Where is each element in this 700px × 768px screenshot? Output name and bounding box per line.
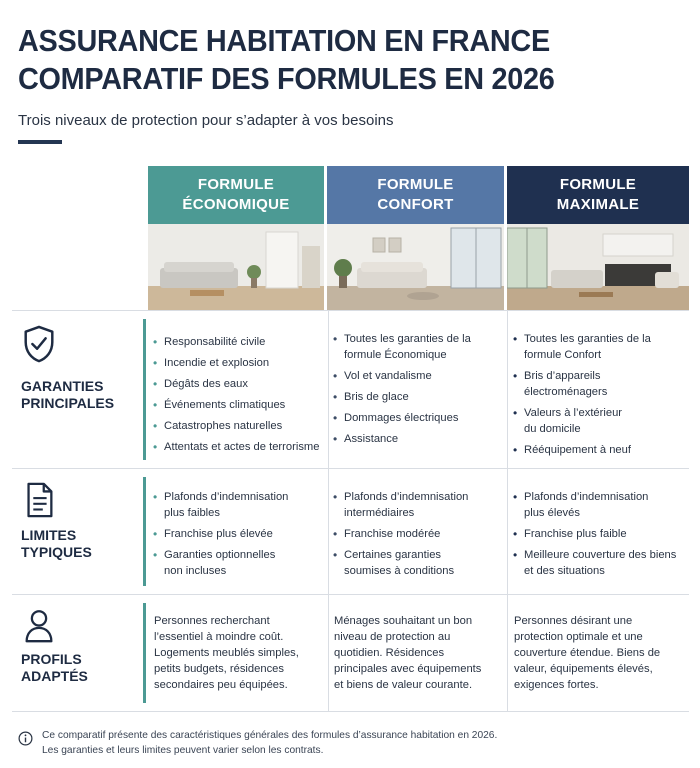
cell-limites-economique — [152, 469, 324, 594]
cell-profils-economique — [152, 595, 324, 711]
cell-garanties-economique — [152, 311, 324, 468]
row-profils-adaptes — [12, 594, 689, 712]
list-item: • Rééquipement à neuf — [512, 442, 689, 458]
living-room-photo-economique — [148, 224, 324, 310]
list-item: • Meilleure couverture des biens et des situations — [512, 547, 677, 579]
row-limites-typiques — [12, 468, 689, 594]
limites-list-confort — [332, 489, 504, 584]
list-item: • Franchise modérée — [332, 526, 504, 542]
list-item: • Bris de glace — [332, 389, 504, 405]
list-item: • Événements climatiques — [152, 397, 324, 413]
list-item: • Garanties optionnelles non incluses — [152, 547, 287, 579]
list-item: • Attentats et actes de terrorisme — [152, 439, 324, 455]
accent-bar — [18, 140, 62, 144]
list-item: • Catastrophes naturelles — [152, 418, 324, 434]
list-item: • Toutes les garanties de la formule Économique — [332, 331, 482, 363]
row-label-limites: LIMITES TYPIQUES — [12, 469, 143, 594]
profil-text-economique: Personnes recherchant l’essentiel à moindre coût. Logements meublés simples, petits budgets, résidences secondaires peu équipées. — [154, 615, 299, 691]
comparison-table — [12, 166, 689, 712]
document-icon — [22, 481, 56, 519]
profil-text-confort: Ménages souhaitant un bon niveau de protection au quotidien. Résidences principales avec équipements et biens de valeur courante. — [334, 615, 482, 691]
list-item: • Plafonds d’indemnisation intermédiaires — [332, 489, 480, 521]
list-item: • Plafonds d’indemnisation plus faibles — [152, 489, 300, 521]
limites-list-maximale — [512, 489, 689, 584]
page-subtitle: Trois niveaux de protection pour s’adapter à vos besoins — [18, 112, 394, 129]
shield-check-icon — [22, 325, 56, 363]
user-icon — [22, 607, 56, 645]
list-item: • Franchise plus faible — [512, 526, 689, 542]
list-item: • Incendie et explosion — [152, 355, 324, 371]
row-label-profils: PROFILS ADAPTÉS — [12, 595, 143, 711]
cell-garanties-maximale — [512, 311, 689, 468]
cell-limites-confort — [332, 469, 504, 594]
list-item: • Franchise plus élevée — [152, 526, 324, 542]
footnote-line-1: Ce comparatif présente des caractéristiques générales des formules d’assurance habitation en 2026. — [42, 730, 498, 741]
garanties-list-confort — [332, 331, 504, 452]
garanties-list-maximale — [512, 331, 689, 463]
row-garanties-principales — [12, 310, 689, 468]
row-label-garanties: GARANTIES PRINCIPALES — [12, 311, 143, 468]
cell-profils-maximale — [512, 595, 689, 711]
list-item: • Responsabilité civile — [152, 334, 324, 350]
cell-limites-maximale — [512, 469, 689, 594]
cell-profils-confort — [332, 595, 504, 711]
info-icon — [18, 731, 33, 746]
column-header-economique: FORMULE ÉCONOMIQUE — [148, 166, 324, 224]
profil-text-maximale: Personnes désirant une protection optimale et une couverture étendue. Biens de valeur, équipements élevés, exigences fortes. — [514, 615, 661, 691]
column-header-maximale: FORMULE MAXIMALE — [507, 166, 689, 224]
list-item: • Valeurs à l’extérieur du domicile — [512, 405, 637, 437]
list-item: • Vol et vandalisme — [332, 368, 504, 384]
list-item: • Toutes les garanties de la formule Confort — [512, 331, 657, 363]
column-header-confort: FORMULE CONFORT — [327, 166, 504, 224]
limites-list-economique — [152, 489, 324, 584]
list-item: • Assistance — [332, 431, 504, 447]
list-item: • Bris d’appareils électroménagers — [512, 368, 637, 400]
page-title — [18, 22, 641, 98]
title-line-2: COMPARATIF DES FORMULES EN 2026 — [18, 61, 555, 96]
living-room-photo-confort — [327, 224, 504, 310]
list-item: • Plafonds d’indemnisation plus élevés — [512, 489, 660, 521]
title-line-1: ASSURANCE HABITATION EN FRANCE — [18, 23, 550, 58]
footnote-line-2: Les garanties et leurs limites peuvent varier selon les contrats. — [42, 745, 324, 756]
living-room-photo-maximale — [507, 224, 689, 310]
garanties-list-economique — [152, 334, 324, 460]
list-item: • Dommages électriques — [332, 410, 504, 426]
list-item: • Dégâts des eaux — [152, 376, 324, 392]
list-item: • Certaines garanties soumises à conditions — [332, 547, 462, 579]
cell-garanties-confort — [332, 311, 504, 468]
